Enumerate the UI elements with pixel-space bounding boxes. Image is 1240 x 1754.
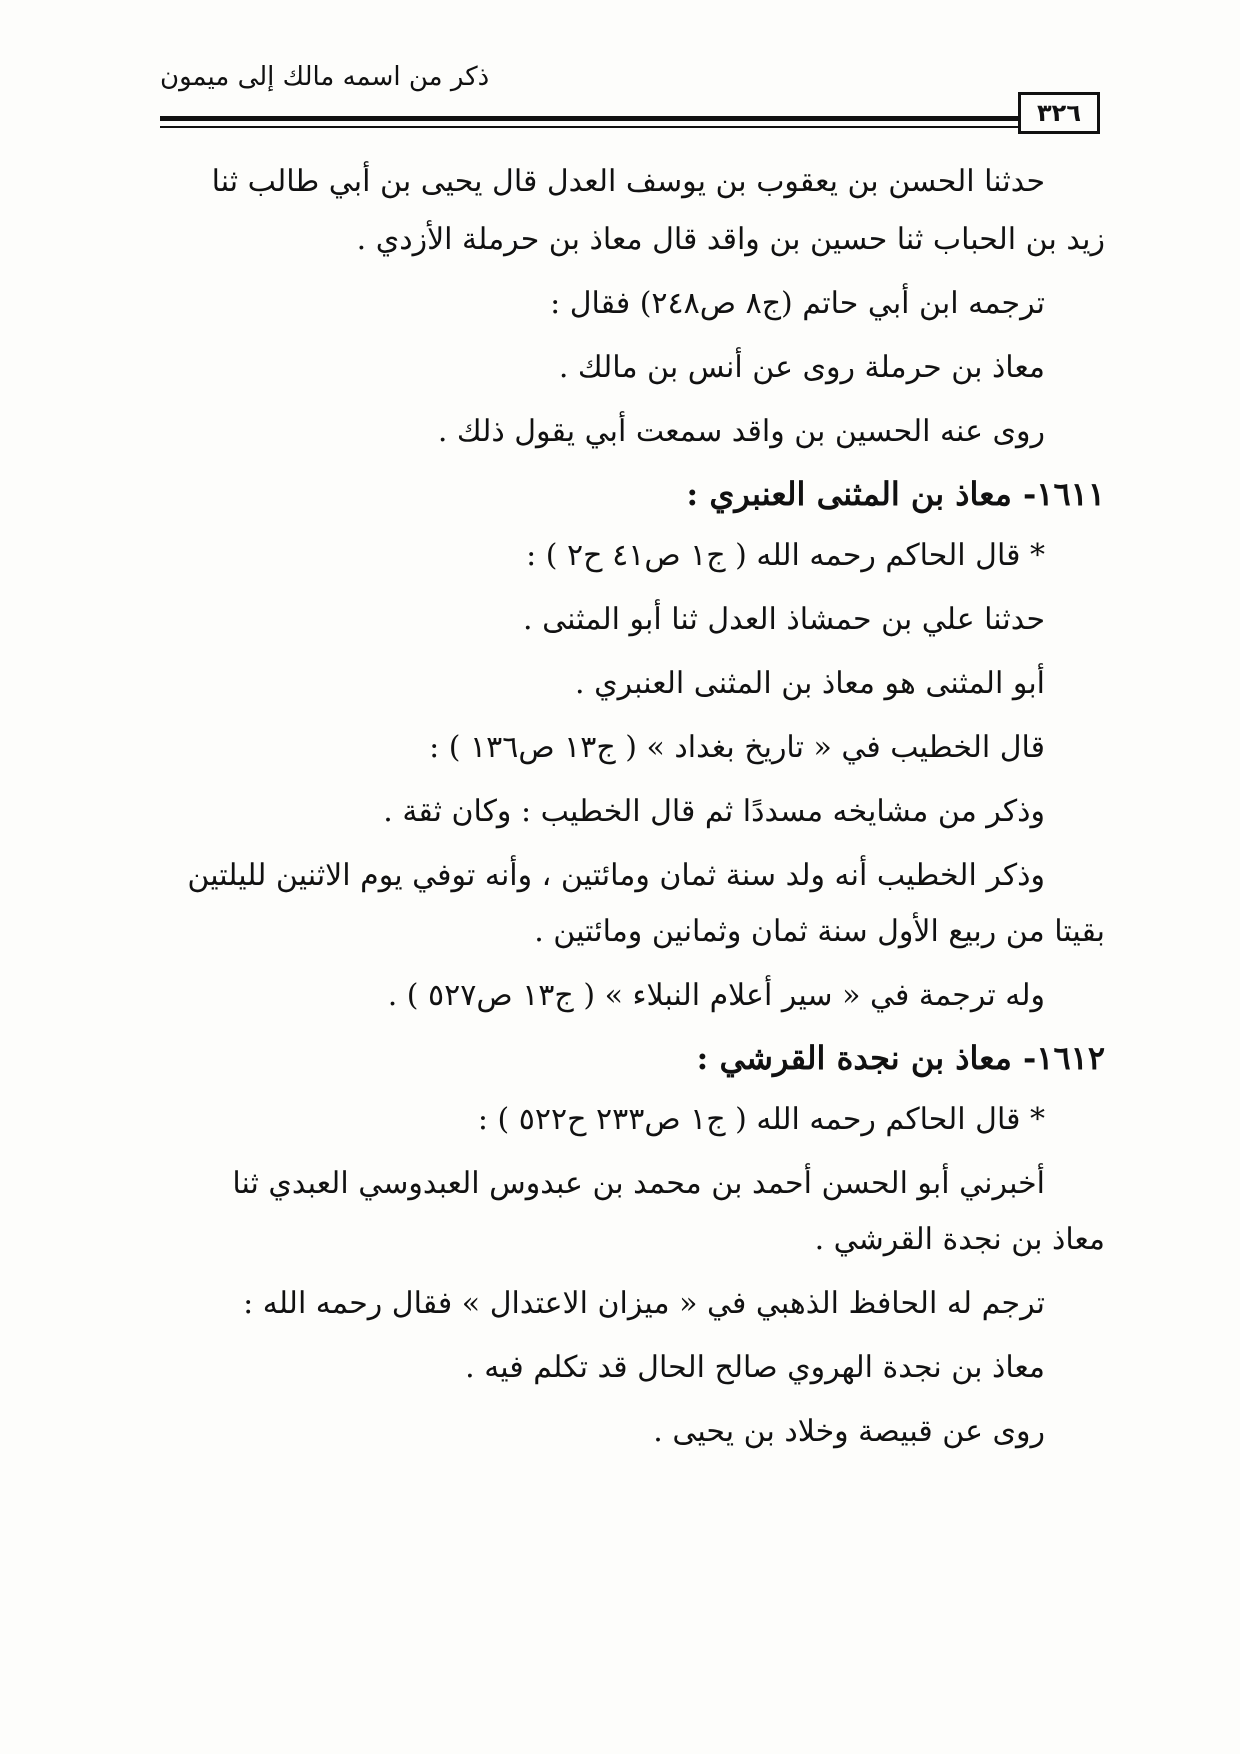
text-line: أخبرني أبو الحسن أحمد بن محمد بن عبدوس العبدوسي العبدي ثنا [232, 1166, 1045, 1201]
text-line: حدثنا الحسن بن يعقوب بن يوسف العدل قال يحيى بن أبي طالب ثنا [211, 164, 1045, 199]
header-rule-thin [160, 126, 1018, 128]
text-line: روى عنه الحسين بن واقد سمعت أبي يقول ذلك . [437, 414, 1045, 449]
running-header-title: ذكر من اسمه مالك إلى ميمون [160, 62, 490, 92]
text-line: * قال الحاكم رحمه الله ( ج١ ص٢٣٣ ح٥٢٢ ) : [477, 1102, 1045, 1137]
text-line: أبو المثنى هو معاذ بن المثنى العنبري . [575, 666, 1045, 701]
body-text [155, 165, 1105, 1449]
text-line: وله ترجمة في « سير أعلام النبلاء » ( ج١٣ ص٥٢٧ ) . [387, 978, 1045, 1013]
text-line: روى عن قبيصة وخلاد بن يحيى . [653, 1414, 1045, 1449]
text-line: معاذ بن نجدة القرشي . [814, 1222, 1105, 1257]
text-line: حدثنا علي بن حمشاذ العدل ثنا أبو المثنى . [523, 602, 1045, 637]
header-rule-thick [160, 116, 1018, 121]
text-line: قال الخطيب في « تاريخ بغداد » ( ج١٣ ص١٣٦ ) : [429, 730, 1045, 765]
entry-heading-1612: ١٦١٢- معاذ بن نجدة القرشي : [696, 1039, 1105, 1077]
text-line: معاذ بن حرملة روى عن أنس بن مالك . [558, 350, 1045, 385]
text-line: ترجم له الحافظ الذهبي في « ميزان الاعتدال » فقال رحمه الله : [243, 1286, 1045, 1321]
page-number: ٣٢٦ [1018, 92, 1100, 134]
text-line: معاذ بن نجدة الهروي صالح الحال قد تكلم فيه . [465, 1350, 1045, 1385]
text-line: * قال الحاكم رحمه الله ( ج١ ص٤١ ح٢ ) : [526, 538, 1045, 573]
entry-heading-1611: ١٦١١- معاذ بن المثنى العنبري : [686, 475, 1105, 513]
text-line: بقيتا من ربيع الأول سنة ثمان وثمانين ومائتين . [534, 914, 1105, 949]
text-line: وذكر من مشايخه مسددًا ثم قال الخطيب : وكان ثقة . [383, 794, 1045, 829]
text-line: زيد بن الحباب ثنا حسين بن واقد قال معاذ بن حرملة الأزدي . [356, 222, 1105, 257]
text-line: ترجمه ابن أبي حاتم (ج٨ ص٢٤٨) فقال : [550, 286, 1045, 321]
text-line: وذكر الخطيب أنه ولد سنة ثمان ومائتين ، وأنه توفي يوم الاثنين لليلتين [187, 858, 1045, 893]
